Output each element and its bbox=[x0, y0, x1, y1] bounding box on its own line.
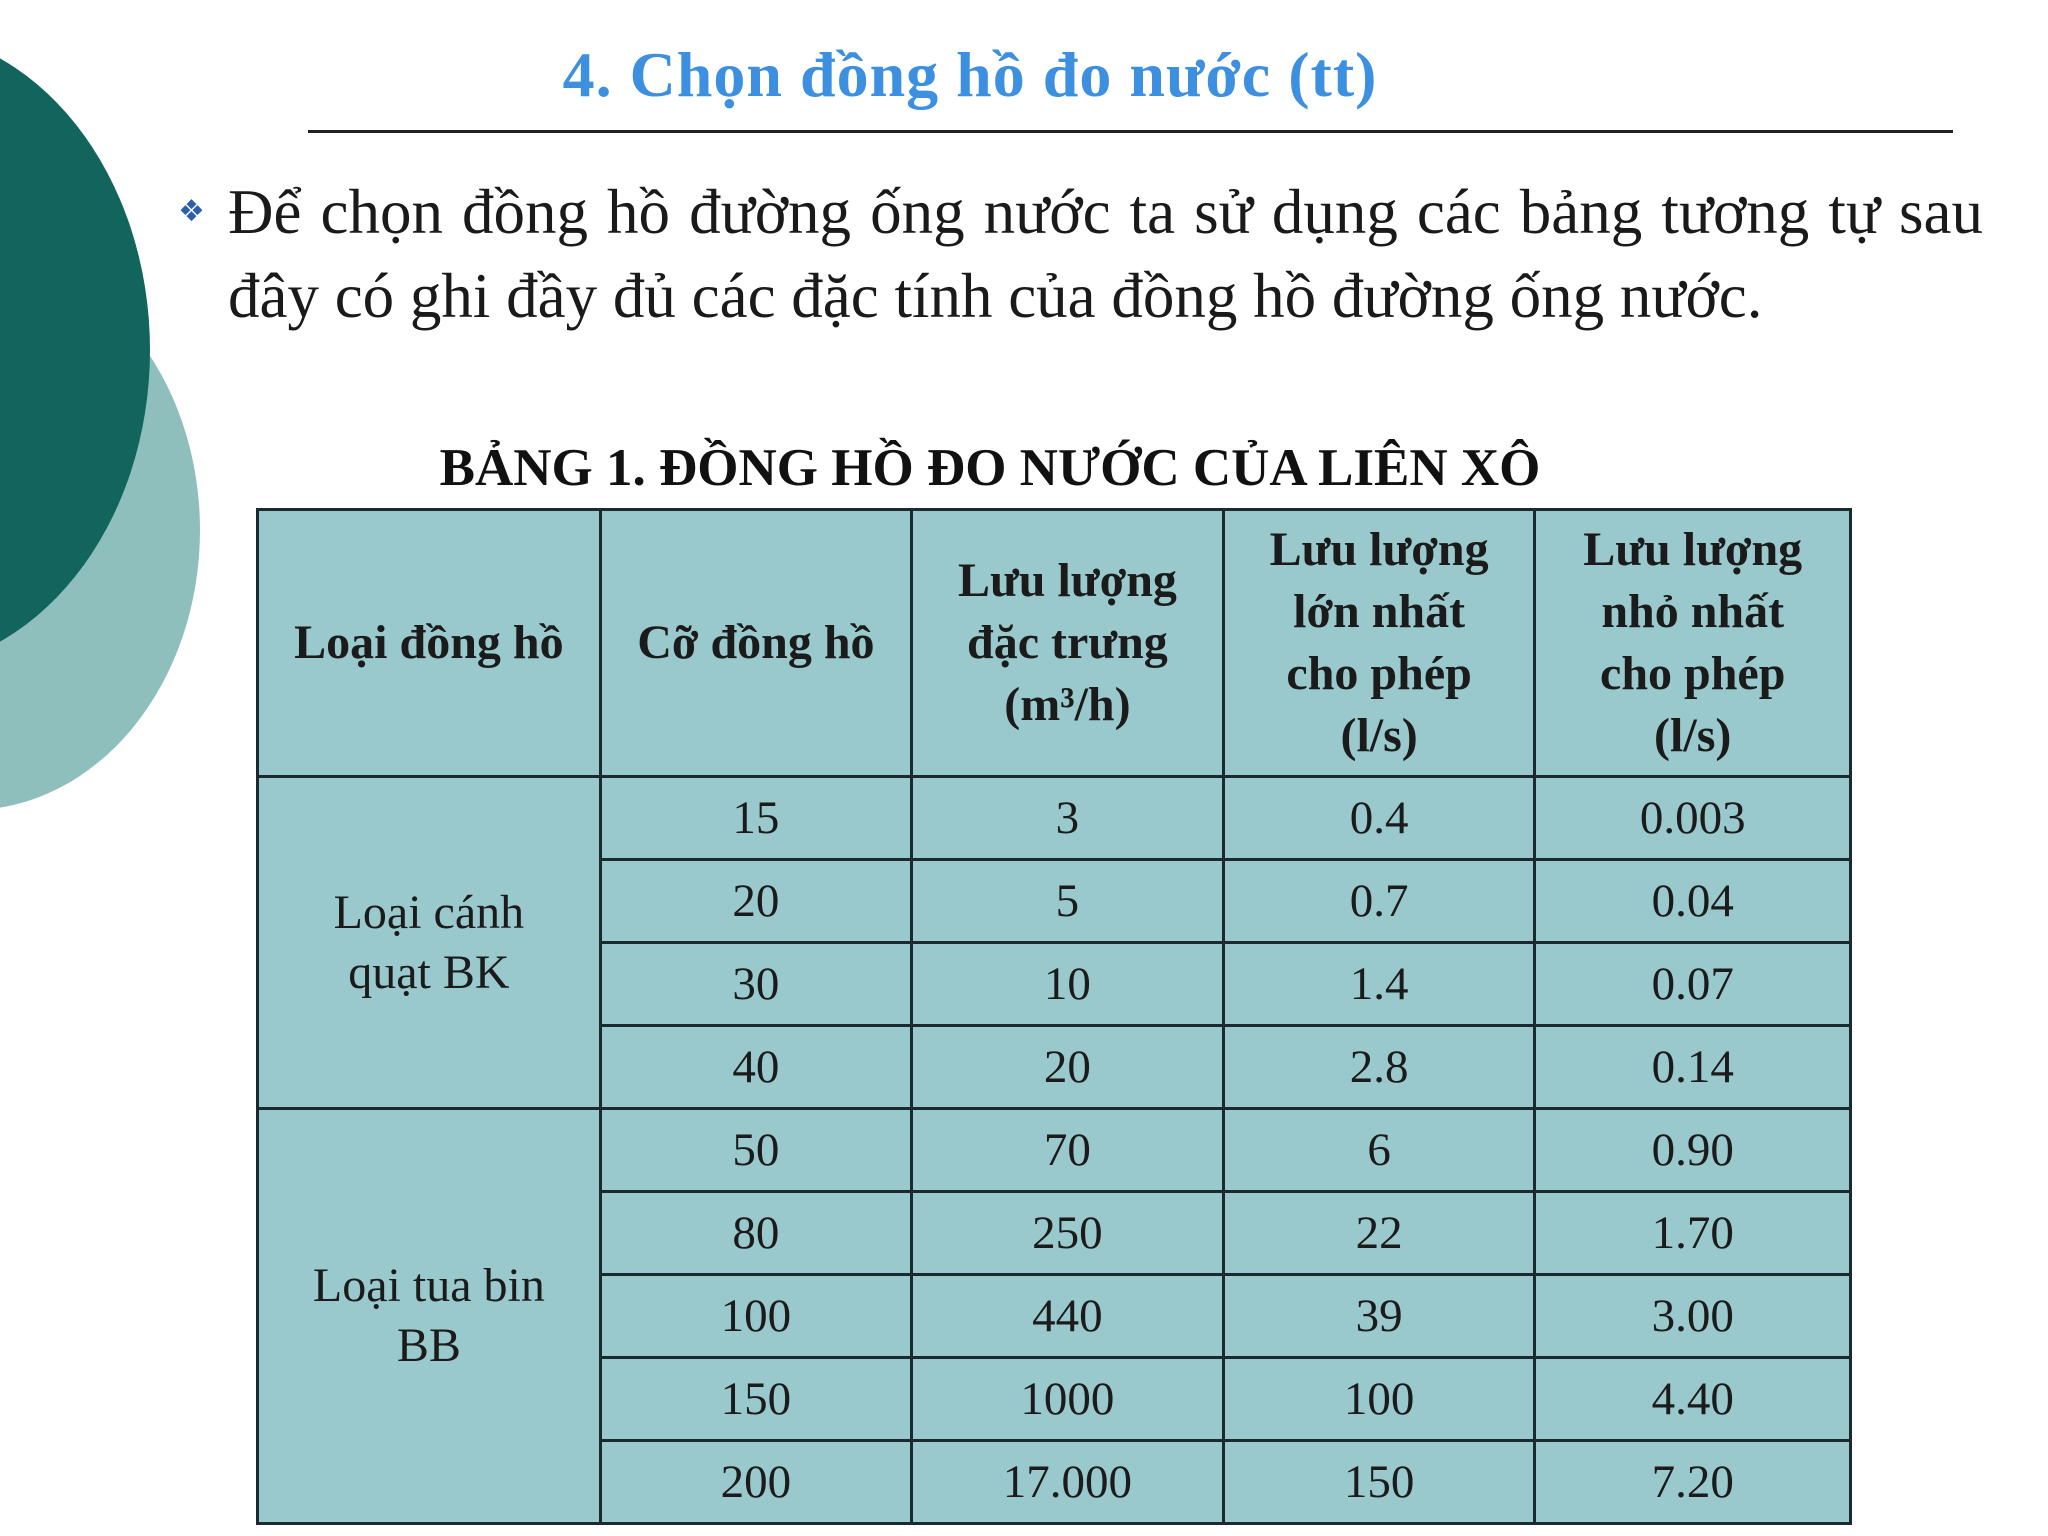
min-cell: 0.14 bbox=[1535, 1026, 1851, 1109]
characteristic-cell: 70 bbox=[912, 1109, 1224, 1192]
bullet-paragraph bbox=[178, 170, 1983, 338]
characteristic-cell: 5 bbox=[912, 860, 1224, 943]
min-cell: 0.04 bbox=[1535, 860, 1851, 943]
max-cell: 0.7 bbox=[1223, 860, 1535, 943]
max-cell: 39 bbox=[1223, 1275, 1535, 1358]
header-characteristic: Lưu lượng đặc trưng (m³/h) bbox=[912, 510, 1224, 777]
min-cell: 1.70 bbox=[1535, 1192, 1851, 1275]
characteristic-cell: 3 bbox=[912, 777, 1224, 860]
characteristic-cell: 17.000 bbox=[912, 1441, 1224, 1524]
max-cell: 6 bbox=[1223, 1109, 1535, 1192]
max-cell: 1.4 bbox=[1223, 943, 1535, 1026]
size-cell: 40 bbox=[600, 1026, 911, 1109]
max-cell: 0.4 bbox=[1223, 777, 1535, 860]
min-cell: 0.07 bbox=[1535, 943, 1851, 1026]
table-header-row bbox=[258, 510, 1851, 777]
size-cell: 100 bbox=[600, 1275, 911, 1358]
min-cell: 4.40 bbox=[1535, 1358, 1851, 1441]
min-cell: 0.003 bbox=[1535, 777, 1851, 860]
max-cell: 22 bbox=[1223, 1192, 1535, 1275]
title-divider bbox=[308, 130, 1953, 133]
max-cell: 100 bbox=[1223, 1358, 1535, 1441]
size-cell: 80 bbox=[600, 1192, 911, 1275]
water-meter-table bbox=[256, 508, 1852, 1525]
size-cell: 150 bbox=[600, 1358, 911, 1441]
size-cell: 20 bbox=[600, 860, 911, 943]
size-cell: 30 bbox=[600, 943, 911, 1026]
characteristic-cell: 250 bbox=[912, 1192, 1224, 1275]
header-max: Lưu lượng lớn nhất cho phép (l/s) bbox=[1223, 510, 1535, 777]
size-cell: 200 bbox=[600, 1441, 911, 1524]
characteristic-cell: 1000 bbox=[912, 1358, 1224, 1441]
max-cell: 2.8 bbox=[1223, 1026, 1535, 1109]
header-size: Cỡ đồng hồ bbox=[600, 510, 911, 777]
size-cell: 15 bbox=[600, 777, 911, 860]
min-cell: 3.00 bbox=[1535, 1275, 1851, 1358]
diamond-bullet-icon: ❖ bbox=[178, 194, 205, 229]
characteristic-cell: 440 bbox=[912, 1275, 1224, 1358]
min-cell: 0.90 bbox=[1535, 1109, 1851, 1192]
max-cell: 150 bbox=[1223, 1441, 1535, 1524]
header-min: Lưu lượng nhỏ nhất cho phép (l/s) bbox=[1535, 510, 1851, 777]
min-cell: 7.20 bbox=[1535, 1441, 1851, 1524]
table-row bbox=[258, 777, 1851, 860]
meter-type-cell: Loại tua bin BB bbox=[258, 1109, 601, 1524]
meter-type-cell: Loại cánh quạt BK bbox=[258, 777, 601, 1109]
size-cell: 50 bbox=[600, 1109, 911, 1192]
table-caption: BẢNG 1. ĐỒNG HỒ ĐO NƯỚC CỦA LIÊN XÔ bbox=[439, 439, 1541, 497]
table-body bbox=[258, 777, 1851, 1524]
header-type: Loại đồng hồ bbox=[258, 510, 601, 777]
table-row bbox=[258, 1109, 1851, 1192]
characteristic-cell: 20 bbox=[912, 1026, 1224, 1109]
bullet-text: Để chọn đồng hồ đường ống nước ta sử dụng các bảng tương tự sau đây có ghi đầy đủ các đặc tính của đồng hồ đường ống nước. bbox=[228, 177, 1983, 331]
characteristic-cell: 10 bbox=[912, 943, 1224, 1026]
slide-title: 4. Chọn đồng hồ đo nước (tt) bbox=[562, 39, 1378, 110]
